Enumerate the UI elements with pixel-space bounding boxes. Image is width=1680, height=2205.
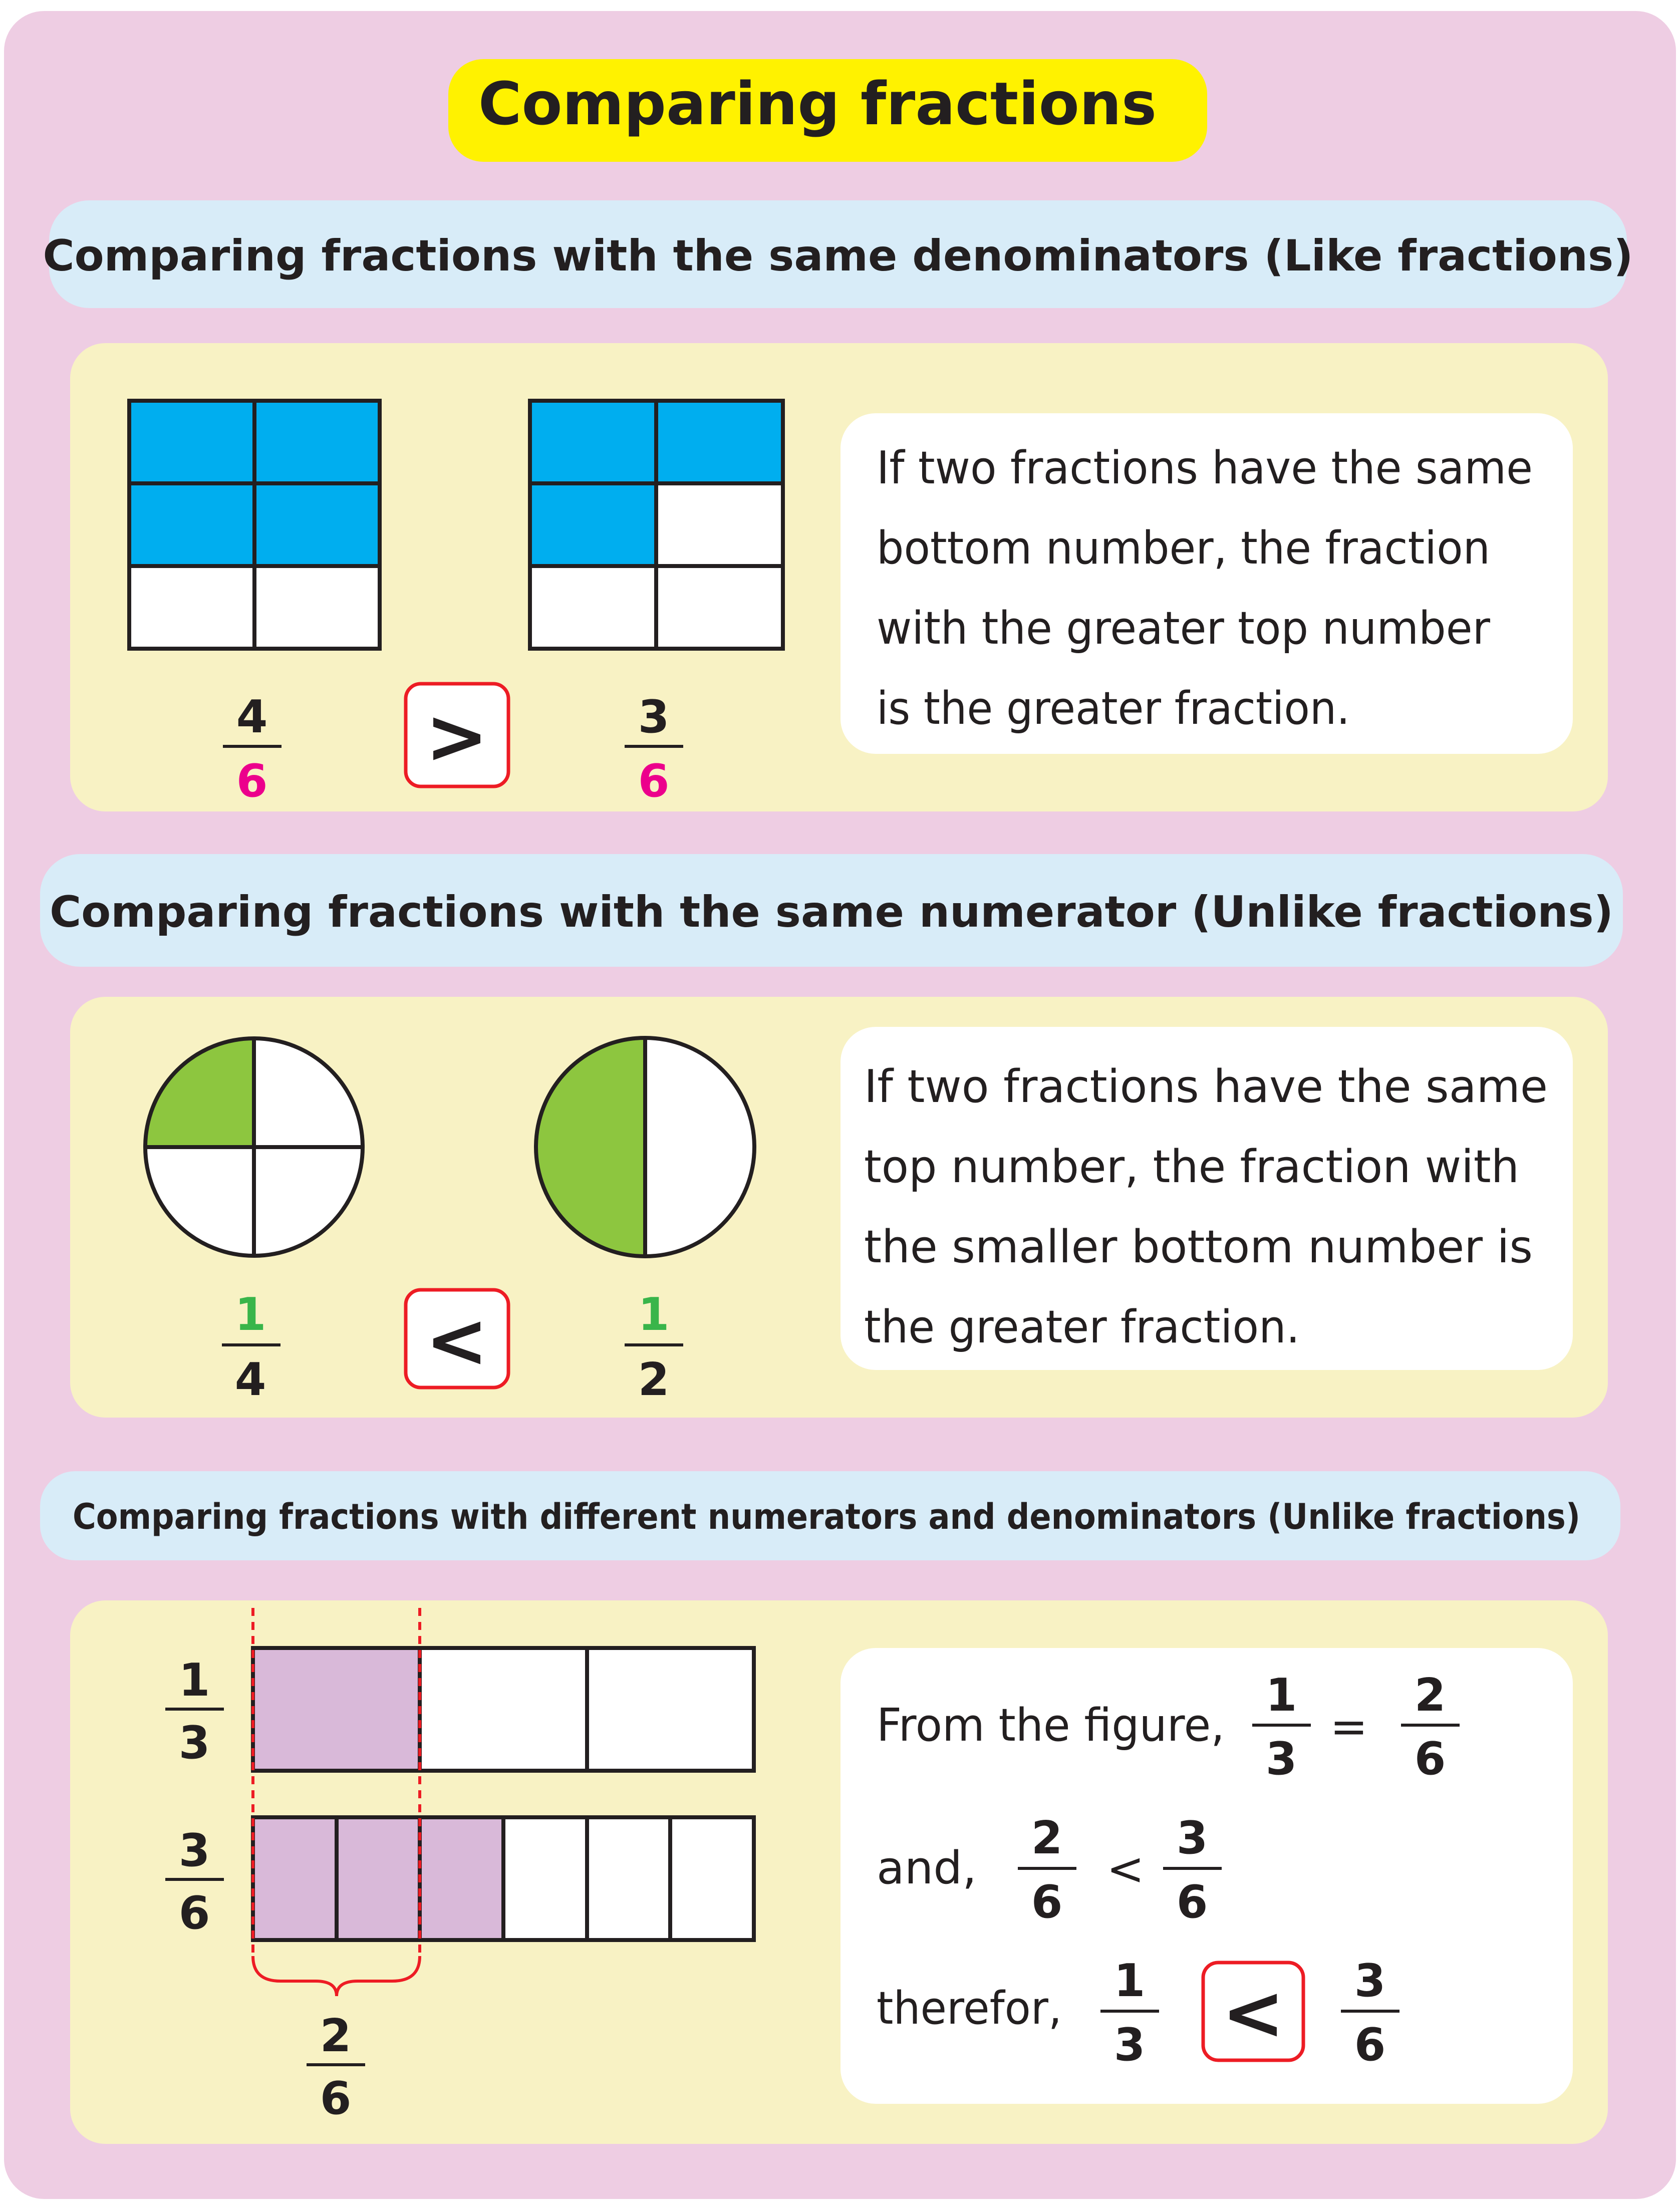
fraction-denominator: 2 (638, 1353, 670, 1406)
comparison-symbol: < (1222, 1970, 1285, 2057)
fraction-numerator: 1 (178, 1654, 210, 1707)
fraction-numerator: 2 (1031, 1812, 1063, 1864)
fraction-numerator: 2 (1414, 1669, 1446, 1722)
rule-line: is the greater fraction. (877, 682, 1350, 735)
rule-line: the smaller bottom number is (864, 1221, 1533, 1273)
fraction-numerator: 3 (1176, 1812, 1208, 1864)
rule-line: bottom number, the fraction (877, 522, 1490, 575)
bar-shaded-parts (253, 1817, 503, 1940)
page-title: Comparing fractions (478, 69, 1157, 138)
fraction-denominator: 3 (1113, 2019, 1146, 2071)
section-same-numerator (40, 854, 1623, 1418)
fraction-denominator: 6 (236, 755, 268, 807)
fraction-numerator: 1 (234, 1288, 266, 1341)
fraction-numerator: 3 (638, 691, 670, 743)
explanation-label: and, (877, 1842, 977, 1894)
fraction-numerator: 4 (236, 691, 268, 743)
operator-less-than: < (1106, 1843, 1145, 1895)
rule-line: the greater fraction. (864, 1301, 1300, 1353)
comparison-symbol: < (425, 1297, 488, 1385)
fraction-denominator: 6 (1354, 2019, 1386, 2071)
fraction-denominator: 6 (638, 755, 670, 807)
fraction-denominator: 6 (1031, 1876, 1063, 1928)
fraction-denominator: 6 (1414, 1733, 1446, 1785)
grid-four-sixths (129, 401, 380, 649)
grid-shaded-cell (530, 483, 656, 566)
explanation-label: From the figure, (877, 1699, 1225, 1752)
fraction-denominator: 6 (1176, 1876, 1208, 1928)
section3-header: Comparing fractions with different numerators and denominators (Unlike fractions) (73, 1496, 1580, 1537)
section-like-fractions (43, 200, 1633, 811)
bar-three-sixths (253, 1817, 754, 1940)
section2-header: Comparing fractions with the same numerator (Unlike fractions) (50, 887, 1613, 937)
fraction-numerator: 1 (1113, 1955, 1146, 2007)
grid-three-sixths (530, 401, 783, 649)
rule-line: top number, the fraction with (864, 1141, 1519, 1193)
section1-header: Comparing fractions with the same denominators (Like fractions) (43, 231, 1633, 281)
fraction-numerator: 1 (1265, 1669, 1297, 1722)
fraction-numerator: 3 (178, 1824, 210, 1877)
explanation-label: therefor, (877, 1982, 1062, 2035)
rule-line: If two fractions have the same (864, 1060, 1548, 1113)
bar-shaded-part (253, 1648, 420, 1771)
fraction-numerator: 2 (320, 2010, 352, 2062)
circle-one-quarter (145, 1038, 363, 1256)
fraction-denominator: 6 (320, 2072, 352, 2125)
comparison-symbol: > (425, 693, 488, 780)
fraction-denominator: 4 (234, 1353, 266, 1406)
rule-line: with the greater top number (877, 602, 1490, 655)
fraction-denominator: 3 (178, 1717, 210, 1769)
rule-line: If two fractions have the same (877, 442, 1533, 494)
fraction-denominator: 6 (178, 1887, 210, 1940)
fraction-numerator: 1 (638, 1288, 670, 1341)
fraction-denominator: 3 (1265, 1733, 1297, 1785)
bar-one-third (253, 1648, 754, 1771)
circle-one-half (536, 1038, 754, 1256)
operator-equals: = (1330, 1701, 1368, 1753)
fraction-numerator: 3 (1354, 1955, 1386, 2007)
